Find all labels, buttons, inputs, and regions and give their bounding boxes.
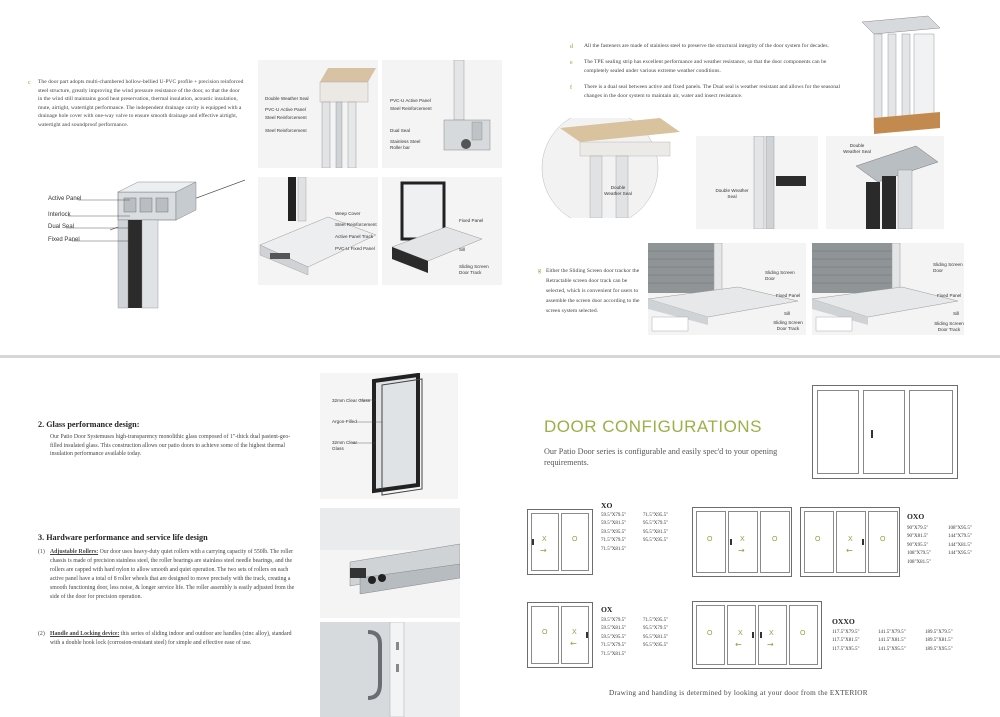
config-oxxo-sizes-col2 (878, 629, 906, 654)
profile-photo-3 (258, 177, 378, 285)
page-divider (0, 355, 1000, 358)
config-oxxo-panel-3: X (769, 630, 774, 637)
size-item: 95.5"X95.5" (643, 538, 669, 544)
size-item: 189.5"X95.5" (925, 646, 953, 652)
photo4-label-3: Sliding Screen Door Track (459, 264, 489, 275)
size-item: 90"X79.5" (907, 526, 929, 531)
item1-label: Adjustable Rollers: (50, 549, 99, 555)
size-item: 141.5"X81.5" (878, 638, 906, 644)
bullet-marker-e: e (570, 60, 573, 66)
size-item: 189.5"X79.5" (925, 630, 953, 635)
item2-label: Handle and Locking device: (50, 631, 120, 637)
config-oxxo-panel-4: O (800, 630, 806, 637)
config-ox-panel-2: X (572, 629, 577, 636)
screen1-label-1: Sliding Screen Door (765, 270, 795, 281)
size-item: 71.5"X81.5" (601, 546, 627, 552)
config-oxo-panel-1: O (707, 536, 713, 543)
config-oxxo-sizes-col3 (925, 629, 953, 654)
label-dual-seal: Dual Seal (48, 224, 75, 230)
size-item: 95.5"X81.5" (643, 529, 669, 535)
size-item: 95.5"X81.5" (643, 634, 669, 640)
profile-photo-2 (382, 60, 502, 168)
screen2-label-1: Sliding Screen Door (933, 262, 963, 273)
section-illustration (20, 160, 245, 310)
handle-icon (752, 632, 754, 638)
arrow-left-icon: ← (735, 640, 742, 649)
handle-icon (862, 539, 864, 545)
screen1-label-2: Fixed Panel (776, 293, 801, 298)
size-item: 59.5"X81.5" (601, 626, 627, 632)
seal-photo-middle (696, 136, 818, 229)
handle-icon (730, 539, 732, 545)
config-xo-sizes-col1 (601, 512, 626, 554)
label-fixed-panel: Fixed Panel (48, 237, 80, 243)
photo1-label-3: Steel Reinforcement (265, 115, 307, 120)
paragraph-f: There is a dual seal between active and fixed panels. The Dual seal is weather resistant and allows for the seasonal changes in the door system to maintain air, water and insect resistance. (584, 84, 841, 99)
arrow-right-icon: → (540, 546, 547, 555)
circle-label: Double Weather Seal (604, 185, 632, 196)
size-item: 71.5"X79.5" (601, 538, 627, 544)
handle-icon (586, 632, 588, 638)
section3-title: 3. Hardware performance and service life design (38, 533, 208, 542)
size-item: 117.5"X95.5" (832, 646, 860, 652)
size-item: 59.5"X79.5" (601, 513, 627, 518)
photo1-label-4: Steel Reinforcement (265, 128, 307, 133)
handle-photo (320, 622, 460, 717)
config-oxxo-sizes-col1 (832, 629, 860, 654)
glass-label-3: 32mm Clear Glass (332, 440, 358, 451)
item2-number: (2) (38, 631, 45, 637)
arrow-right-icon: → (767, 640, 774, 649)
config-oxxo-drawing (692, 601, 822, 669)
profile-photo-1 (258, 60, 378, 168)
size-item: 141.5"X79.5" (878, 630, 906, 635)
config-oxxo-panel-2: X (738, 630, 743, 637)
photo1-label-2: PVC-U Active Panel (265, 107, 306, 112)
bullet-marker-d: d (570, 44, 573, 50)
glass-diagram (320, 373, 458, 499)
door-elevation-drawing (812, 385, 958, 479)
photo3-label-3: Active Panel Track (335, 234, 374, 239)
item2-body (50, 630, 300, 648)
size-item: 108"X95.5" (948, 526, 972, 531)
size-item: 95.5"X79.5" (643, 626, 669, 632)
size-item: 59.5"X81.5" (601, 521, 627, 527)
screen2-label-4: Sliding Screen Door Track (934, 321, 964, 332)
screen2-label-3: Sill (953, 311, 960, 316)
seal-detail-circle (540, 118, 690, 218)
paragraph-e: The TPE sealing strip has excellent performance and weather resistance, so that the door components can be completely sealed under various extreme weather conditions. (584, 59, 827, 74)
arrow-left-icon: ← (846, 546, 853, 555)
size-item: 117.5"X79.5" (832, 630, 860, 635)
size-item: 71.5"X95.5" (643, 513, 669, 518)
photo1-label-1: Double Weather Seal (265, 96, 309, 101)
size-item: 108"X81.5" (907, 559, 931, 565)
paragraph-g: Either the Sliding Screen door trackor the Retractable screen door track can be selected, which is convenient for users to assemble the screen door according to the screen system selected. (546, 268, 640, 314)
size-item: 95.5"X79.5" (643, 521, 669, 527)
config-oxo-panel-2: X (740, 536, 745, 543)
size-item: 59.5"X79.5" (601, 618, 627, 623)
photo2-label-1: PVC-U Active Panel (390, 98, 431, 103)
handle-icon (871, 430, 873, 438)
glass-label-2: Argon-Filled (332, 419, 357, 424)
config-oxxo-panel-1: O (707, 630, 713, 637)
config-oxo-left-drawing (800, 507, 900, 577)
photo2-label-3: Dual Seal (390, 128, 410, 133)
config-oxo-sizes-col2 (948, 525, 972, 559)
size-item: 90"X95.5" (907, 542, 929, 548)
paragraph-d: All the fasteners are made of stainless steel to preserve the structural integrity of the door system for decades. (584, 43, 829, 49)
config-xo-panel-2: O (572, 536, 578, 543)
photo3-label-1: Weep Cover (335, 211, 361, 216)
config-oxo-drawing (692, 507, 792, 577)
arrow-right-icon: → (738, 546, 745, 555)
middle-photo-label: Double Weather Seal (715, 188, 749, 199)
photo2-label-4: Stainless Steel Roller bar (390, 139, 421, 150)
size-item: 117.5"X81.5" (832, 638, 860, 644)
intro-paragraph: The door part adopts multi-chambered hollow-bellied U-PVC profile + precision reinforced steel structure, greatly improving the wind pressure resistance of the door, so that the door in the wind still maintains good heat preservation, thermal insulation, acoustic insulation, mute, airtight, watertight performance. The independent drainage cavity is equipped with a drainage hole cover with one-way valve to ensure smooth drainage and effective airtight, watertight and soundproof performance. (38, 79, 244, 128)
size-item: 141.5"X95.5" (878, 646, 906, 652)
config-xo-drawing (527, 509, 593, 575)
size-item: 95.5"X95.5" (643, 643, 669, 649)
item1-number: (1) (38, 549, 45, 555)
arrow-left-icon: ← (570, 639, 577, 648)
photo4-label-2: Sill (459, 247, 466, 252)
item1-text: Our door uses heavy-duty quiet rollers with a carrying capacity of 550lb. The roller chassis is made of precision stainless steel, the roller bearings are stainless steel needle bearings, and the rollers are capped with hard nylon to allow smooth and quiet operation. The two sets of rollers on each active panel have a total of 8 roller wheels that are designed to move precisely with the track, creating a smooth functioning door, less noise, & longer service life. The roller assembly is easily adjusted from the side of the door for precision operation. (50, 549, 295, 600)
config-ox-panel-1: O (542, 629, 548, 636)
label-interlock: Interlock (48, 212, 71, 218)
bullet-marker-c: c (28, 80, 31, 86)
photo3-label-2: Steel Reinforcement (335, 222, 377, 227)
screen1-label-3: Sill (784, 311, 791, 316)
size-item: 59.5"X95.5" (601, 634, 627, 640)
photo3-label-4: PVC-U Fixed Panel (335, 246, 375, 251)
config-ox-sizes-col2 (643, 617, 668, 651)
bullet-marker-f: f (570, 85, 572, 91)
config-ox-sizes-col1 (601, 617, 626, 659)
section2-text: Our Patio Door Systemuses high-transparency monolithic glass composed of 1"-thick dual pastent-geo-filled insulated glass. This construction allows our patio doors to achieve some of the highest thermal insulation performance available today. (50, 434, 291, 458)
size-item: 189.5"X81.5" (925, 638, 953, 644)
screen1-label-4: Sliding Screen Door Track (773, 320, 803, 331)
right-photo-label: Double Weather Seal (843, 143, 871, 154)
size-item: 90"X81.5" (907, 534, 929, 540)
photo2-label-2: Steel Reinforcement (390, 106, 432, 111)
size-item: 108"X79.5" (907, 551, 931, 557)
config-oxo-sizes-col1 (907, 525, 931, 567)
size-item: 59.5"X95.5" (601, 529, 627, 535)
screen2-label-2: Fixed Panel (937, 293, 962, 298)
bullet-marker-g: g (538, 268, 541, 274)
config-ox-name: OX (601, 605, 613, 614)
photo4-label-1: Fixed Panel (459, 218, 484, 223)
label-active-panel: Active Panel (48, 196, 82, 202)
size-item: 144"X79.5" (948, 534, 972, 540)
config-xo-sizes-col2 (643, 512, 668, 546)
size-item: 71.5"X81.5" (601, 651, 627, 657)
config-oxo2-panel-1: O (815, 536, 821, 543)
config-oxo2-panel-2: X (848, 536, 853, 543)
config-oxxo-name: OXXO (832, 617, 855, 626)
config-oxo-panel-3: O (772, 536, 778, 543)
door-configurations-subtitle: Our Patio Door series is configurable and easily spec'd to your opening requirements. (544, 447, 778, 467)
rollers-photo (320, 508, 460, 618)
size-item: 144"X95.5" (948, 551, 972, 557)
item1-body (50, 548, 300, 602)
section2-title: 2. Glass performance design: (38, 420, 140, 429)
configurations-caption: Drawing and handing is determined by looking at your door from the EXTERIOR (609, 689, 868, 697)
config-xo-name: XO (601, 501, 613, 510)
item2-text: this series of sliding indoor and outdoor are handles (zinc alloy), standard with a double hook lock (corrosion-resistant steel) for simple and effective ease of use. (50, 631, 292, 646)
glass-label-1: 32mm Clear Glass (332, 398, 371, 403)
size-item: 71.5"X79.5" (601, 643, 627, 649)
door-configurations-title: DOOR CONFIGURATIONS (544, 417, 762, 436)
size-item: 144"X81.5" (948, 542, 972, 548)
frame-corner-photo (858, 14, 944, 134)
config-ox-drawing (527, 602, 593, 668)
config-oxo2-panel-3: O (880, 536, 886, 543)
size-item: 71.5"X95.5" (643, 618, 669, 623)
handle-icon (760, 632, 762, 638)
handle-icon (532, 539, 534, 545)
config-oxo-name: OXO (907, 512, 925, 521)
config-xo-panel-1: X (542, 536, 547, 543)
